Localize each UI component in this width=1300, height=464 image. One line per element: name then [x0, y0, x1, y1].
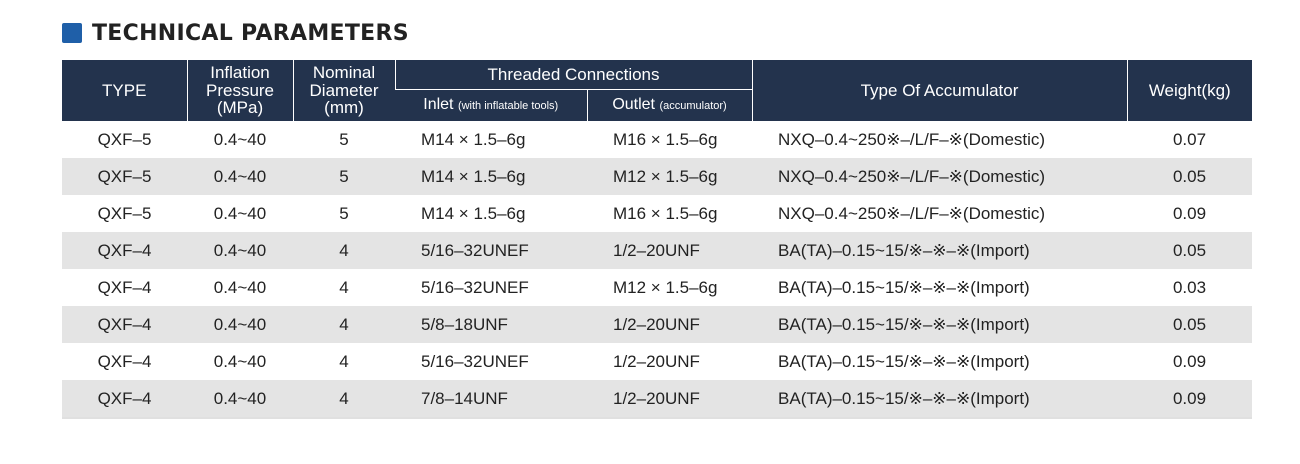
cell-pressure: 0.4~40 — [213, 129, 267, 149]
cell-outlet: 1/2–20UNF — [587, 380, 752, 418]
header-weight: Weight(kg) — [1127, 60, 1252, 121]
cell-diameter: 5 — [339, 129, 349, 149]
cell-outlet: M12 × 1.5–6g — [587, 158, 752, 195]
cell-pressure: 0.4~40 — [213, 277, 267, 297]
cell-type: QXF–5 — [97, 129, 152, 149]
header-type: TYPE — [62, 60, 187, 121]
cell-weight: 0.09 — [1172, 351, 1207, 371]
technical-parameters-table — [62, 60, 1252, 419]
cell-accumulator: NXQ–0.4~250※–/L/F–※(Domestic) — [778, 129, 1046, 149]
cell-diameter: 4 — [293, 306, 395, 343]
cell-weight: 0.03 — [1172, 277, 1207, 297]
cell-weight: 0.09 — [1127, 380, 1252, 418]
cell-type: QXF–5 — [97, 203, 152, 223]
cell-inlet: M14 × 1.5–6g — [395, 158, 587, 195]
header-accumulator-type: Type Of Accumulator — [752, 60, 1127, 121]
cell-weight: 0.05 — [1127, 306, 1252, 343]
table-row — [62, 121, 1252, 158]
table-row — [62, 343, 1252, 380]
cell-diameter: 5 — [339, 203, 349, 223]
cell-accumulator: BA(TA)–0.15~15/※–※–※(Import) — [752, 306, 1127, 343]
cell-outlet: 1/2–20UNF — [587, 306, 752, 343]
cell-inlet: M14 × 1.5–6g — [421, 129, 526, 149]
cell-weight: 0.09 — [1172, 203, 1207, 223]
cell-accumulator: BA(TA)–0.15~15/※–※–※(Import) — [752, 232, 1127, 269]
cell-pressure: 0.4~40 — [187, 306, 293, 343]
cell-type: QXF–4 — [62, 380, 187, 418]
cell-inlet: 5/8–18UNF — [395, 306, 587, 343]
header-threaded-connections: Threaded Connections — [395, 60, 752, 90]
cell-accumulator: BA(TA)–0.15~15/※–※–※(Import) — [752, 380, 1127, 418]
cell-diameter: 5 — [293, 158, 395, 195]
heading-square-icon — [62, 23, 82, 43]
cell-type: QXF–4 — [62, 306, 187, 343]
cell-type: QXF–4 — [97, 351, 152, 371]
cell-type: QXF–4 — [97, 277, 152, 297]
section-heading — [62, 18, 409, 48]
table-row — [62, 232, 1252, 269]
table-row — [62, 269, 1252, 306]
cell-inlet: 7/8–14UNF — [395, 380, 587, 418]
cell-outlet: M16 × 1.5–6g — [613, 129, 718, 149]
cell-pressure: 0.4~40 — [187, 232, 293, 269]
cell-outlet: 1/2–20UNF — [587, 232, 752, 269]
cell-accumulator: NXQ–0.4~250※–/L/F–※(Domestic) — [778, 203, 1046, 223]
cell-accumulator: BA(TA)–0.15~15/※–※–※(Import) — [778, 351, 1030, 371]
cell-diameter: 4 — [339, 277, 349, 297]
header-inflation-pressure: Inflation Pressure (MPa) — [187, 60, 293, 121]
header-outlet: Outlet (accumulator) — [587, 90, 752, 122]
header-inlet: Inlet (with inflatable tools) — [395, 90, 587, 122]
cell-pressure: 0.4~40 — [187, 380, 293, 418]
table-row — [62, 158, 1252, 195]
table-row — [62, 195, 1252, 232]
table-row — [62, 306, 1252, 343]
cell-pressure: 0.4~40 — [213, 351, 267, 371]
cell-outlet: M12 × 1.5–6g — [613, 277, 718, 297]
cell-diameter: 4 — [339, 351, 349, 371]
cell-inlet: M14 × 1.5–6g — [421, 203, 526, 223]
cell-weight: 0.05 — [1127, 232, 1252, 269]
cell-type: QXF–5 — [62, 158, 187, 195]
cell-inlet: 5/16–32UNEF — [421, 351, 529, 371]
cell-outlet: 1/2–20UNF — [613, 351, 700, 371]
cell-weight: 0.05 — [1127, 158, 1252, 195]
cell-pressure: 0.4~40 — [187, 158, 293, 195]
cell-outlet: M16 × 1.5–6g — [613, 203, 718, 223]
cell-diameter: 4 — [293, 380, 395, 418]
table-row — [62, 380, 1252, 418]
cell-diameter: 4 — [293, 232, 395, 269]
cell-type: QXF–4 — [62, 232, 187, 269]
cell-weight: 0.07 — [1172, 129, 1207, 149]
cell-inlet: 5/16–32UNEF — [395, 232, 587, 269]
header-nominal-diameter: Nominal Diameter (mm) — [293, 60, 395, 121]
cell-inlet: 5/16–32UNEF — [421, 277, 529, 297]
heading-title: TECHNICAL PARAMETERS — [92, 20, 409, 46]
cell-accumulator: NXQ–0.4~250※–/L/F–※(Domestic) — [752, 158, 1127, 195]
cell-accumulator: BA(TA)–0.15~15/※–※–※(Import) — [778, 277, 1030, 297]
cell-pressure: 0.4~40 — [213, 203, 267, 223]
